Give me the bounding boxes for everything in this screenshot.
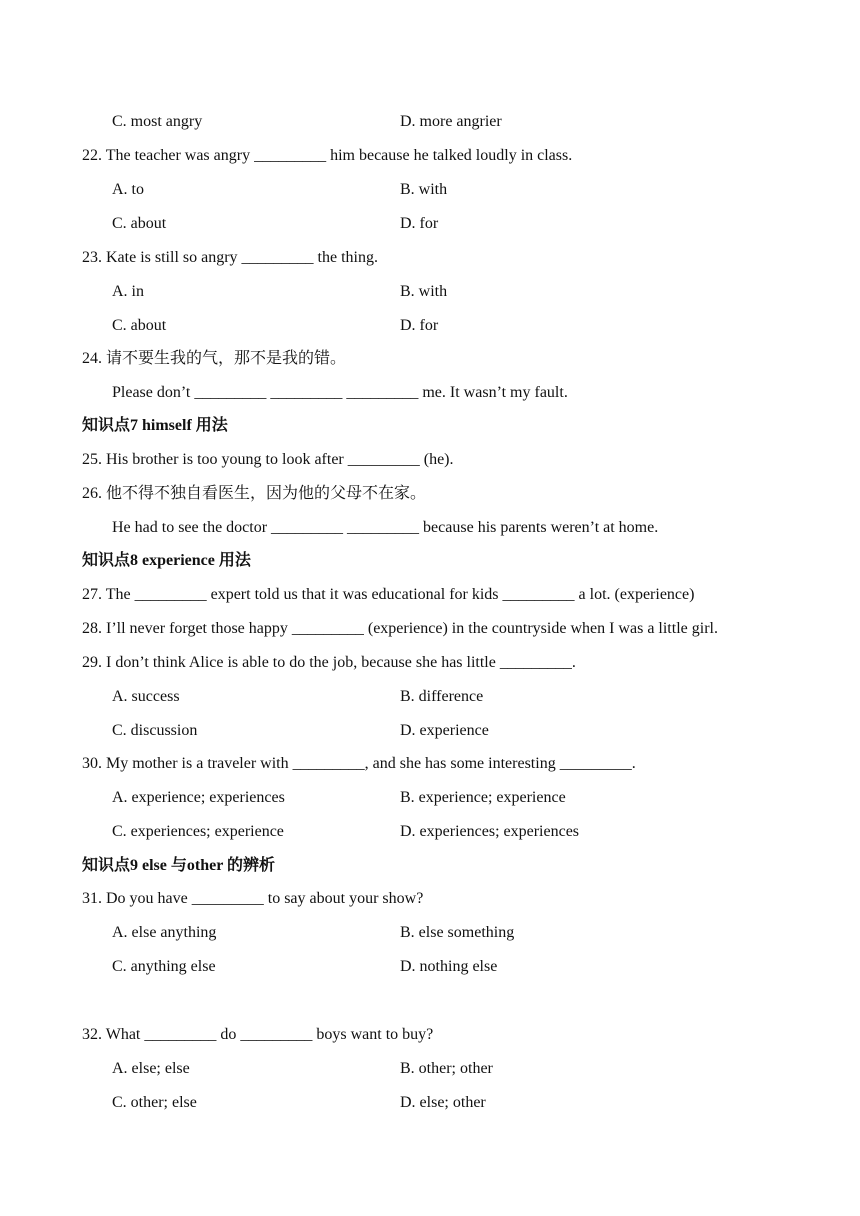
- option-a: A. else; else: [112, 1060, 190, 1077]
- option-c: C. other; else: [112, 1094, 197, 1111]
- option-d: D. for: [400, 317, 439, 334]
- question-27: 27. The _________ expert told us that it was educational for kids _________ a lot. (experience): [82, 586, 695, 603]
- section-heading-8: 知识点8 experience 用法: [82, 552, 251, 569]
- section-heading-7: 知识点7 himself 用法: [82, 417, 228, 434]
- option-d: D. experiences; experiences: [400, 823, 580, 840]
- question-28: 28. I’ll never forget those happy _________ (experience) in the countryside when I was a little girl.: [82, 620, 718, 637]
- option-b: B. with: [400, 283, 448, 300]
- option-d: D. else; other: [400, 1094, 486, 1111]
- question-29: 29. I don’t think Alice is able to do the job, because she has little _________.: [82, 654, 576, 671]
- question-26-sentence: He had to see the doctor _________ _________ because his parents weren’t at home.: [112, 519, 659, 536]
- question-25: 25. His brother is too young to look after _________ (he).: [82, 451, 454, 468]
- option-c: C. about: [112, 317, 167, 334]
- option-c: C. about: [112, 215, 167, 232]
- question-22: 22. The teacher was angry _________ him because he talked loudly in class.: [82, 147, 573, 164]
- option-c: C. anything else: [112, 958, 216, 975]
- option-d: D. experience: [400, 722, 489, 739]
- option-d: D. more angrier: [400, 113, 502, 130]
- option-a: A. in: [112, 283, 144, 300]
- option-c: C. discussion: [112, 722, 198, 739]
- option-a: A. success: [112, 688, 180, 705]
- question-26: 26. 他不得不独自看医生，因为他的父母不在家。: [82, 485, 427, 502]
- question-24-sentence: Please don’t _________ _________ _________ me. It wasn’t my fault.: [112, 384, 568, 401]
- question-30: 30. My mother is a traveler with _________, and she has some interesting _________.: [82, 755, 636, 772]
- option-b: B. difference: [400, 688, 484, 705]
- option-b: B. experience; experience: [400, 789, 566, 806]
- option-b: B. else something: [400, 924, 515, 941]
- section-heading-9: 知识点9 else 与other 的辨析: [82, 857, 276, 874]
- option-a: A. to: [112, 181, 144, 198]
- option-c: C. most angry: [112, 113, 203, 130]
- question-32: 32. What _________ do _________ boys want to buy?: [82, 1026, 434, 1043]
- option-d: D. for: [400, 215, 439, 232]
- question-24: 24. 请不要生我的气，那不是我的错。: [82, 350, 347, 367]
- question-31: 31. Do you have _________ to say about your show?: [82, 890, 424, 907]
- option-b: B. with: [400, 181, 448, 198]
- option-c: C. experiences; experience: [112, 823, 284, 840]
- option-a: A. else anything: [112, 924, 217, 941]
- option-d: D. nothing else: [400, 958, 498, 975]
- option-a: A. experience; experiences: [112, 789, 285, 806]
- option-b: B. other; other: [400, 1060, 493, 1077]
- question-23: 23. Kate is still so angry _________ the thing.: [82, 249, 378, 266]
